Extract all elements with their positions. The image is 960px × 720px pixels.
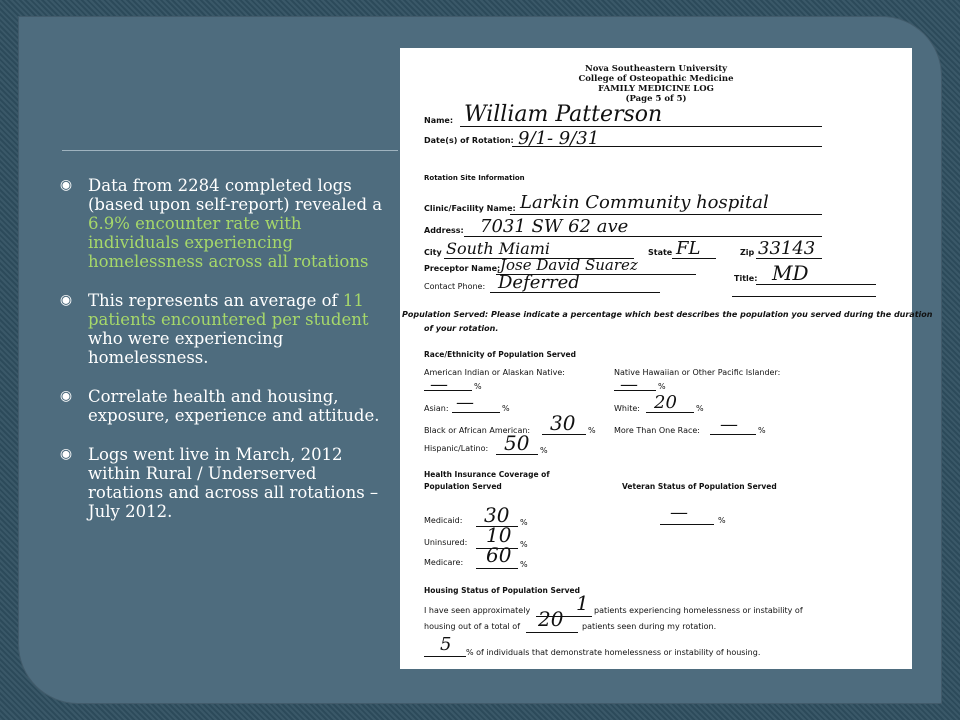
black-value: 30 [550,411,576,435]
name-value: William Patterson [464,102,663,127]
american-indian-value: — [430,374,448,395]
white-label: White: [614,404,640,413]
veteran-line [660,524,714,525]
uninsured-label: Uninsured: [424,538,468,547]
black-line [542,434,586,435]
state-value: FL [676,238,701,259]
circle-bullet-icon: ◉ [59,446,73,462]
american-indian-label: American Indian or Alaskan Native: [424,368,565,377]
log-header: Nova Southeastern University College of Osteopathic Medicine FAMILY MEDICINE LOG (Page 5 of 5) [578,64,734,104]
housing-total-line [526,632,578,633]
title-line-2 [732,296,876,297]
site-heading: Rotation Site Information [424,174,525,182]
housing-line-3: % of individuals that demonstrate homelessness or instability of housing. [466,648,761,657]
circle-bullet-icon: ◉ [59,177,73,193]
housing-pct-line [424,656,466,657]
circle-bullet-icon: ◉ [59,388,73,404]
housing-pct-value: 5 [440,634,452,655]
state-label: State [648,248,673,257]
dates-label: Date(s) of Rotation: [424,136,514,145]
bullet-item: ◉ This represents an average of 11 patients encountered per student who were experiencing homelessness. [59,291,369,367]
black-label: Black or African American: [424,426,531,435]
veteran-heading: Veteran Status of Population Served [622,482,777,491]
insurance-heading-1: Health Insurance Coverage of [424,470,550,479]
bullet-item: ◉ Data from 2284 completed logs (based upon self-report) revealed a 6.9% encounter rate with individuals experiencing homelessness across all rotations [59,176,383,271]
hispanic-label: Hispanic/Latino: [424,444,489,453]
zip-label: Zip [740,248,755,257]
housing-line-1a: I have seen approximately [424,606,531,615]
housing-line-2a: housing out of a total of [424,622,521,631]
uninsured-value: 10 [486,523,512,547]
address-value: 7031 SW 62 ave [480,216,629,237]
multi-race-value: — [720,414,738,435]
zip-value: 33143 [758,238,816,259]
circle-bullet-icon: ◉ [59,292,73,308]
housing-total-value: 20 [538,607,564,631]
population-note-2: of your rotation. [424,324,499,333]
white-line [646,412,694,413]
bullet-list [58,176,388,541]
asian-label: Asian: [424,404,449,413]
native-hawaiian-value: — [620,374,638,395]
preceptor-value: Jose David Suarez [500,256,638,274]
bullet-item: ◉ Logs went live in March, 2012 within Rural / Underserved rotations and across all rotations – July 2012. [59,445,379,521]
medicare-line [476,568,518,569]
veteran-value: — [670,502,688,523]
medicaid-value: 30 [484,503,510,527]
housing-line-1b: patients experiencing homelessness or instability of [594,606,803,615]
dates-value: 9/1- 9/31 [518,128,600,149]
medicare-label: Medicare: [424,558,464,567]
phone-value: Deferred [498,272,580,293]
family-medicine-log-scan: Nova Southeastern University College of Osteopathic Medicine FAMILY MEDICINE LOG (Page 5 of 5) Name: William Patterson Date(s) of Rotation: 9/1- 9/31 Rotation Site Information Clinic/Facility Name: Larkin Community hospital Address: 7031 SW 62 ave City South Miami State FL Zip 33143 Preceptor Name: Jose David Suarez Title: MD Contact Phone: Deferred Population Served: Please indicate a percentage which best describes the population you served during the duration of your rotation. Race/Ethnicity of Population Served American Indian or Alaskan Native: — % Native Hawaiian or Other Pacific Islander: — % Asian: — % White: 20 % Black or African American: 30 % More Than One Race: — % Hispanic/Latino: 50 % Health Insurance Coverage of Population Served Veteran Status of Population Served Medicaid: 30 % — % Uninsured: 10 % Medicare: 60 % Housing Status of Population Served I have seen approximately 1 patients experiencing homelessness or instability of housing out of a total of 20 patients seen during my rotation. 5 % of individuals that demonstrate homelessness or instability of housing. [400,48,912,669]
population-note-1: Population Served: Please indicate a percentage which best describes the population you served during the duration [402,310,933,319]
clinic-label: Clinic/Facility Name: [424,204,516,213]
city-value: South Miami [446,239,551,258]
city-label: City [424,248,442,257]
bullet-item: ◉ Correlate health and housing, exposure, experience and attitude. [59,387,380,425]
housing-heading: Housing Status of Population Served [424,586,580,595]
title-label: Title: [734,274,758,283]
race-heading: Race/Ethnicity of Population Served [424,350,576,359]
address-label: Address: [424,226,464,235]
native-hawaiian-line [614,390,656,391]
asian-line [452,412,500,413]
hispanic-line [496,454,538,455]
phone-label: Contact Phone: [424,282,486,291]
white-value: 20 [654,392,677,413]
multi-race-label: More Than One Race: [614,426,700,435]
divider-line [62,150,398,151]
asian-value: — [456,392,474,413]
multi-race-line [710,434,756,435]
title-value: MD [772,261,809,285]
clinic-value: Larkin Community hospital [520,192,769,213]
american-indian-line [424,390,472,391]
preceptor-label: Preceptor Name: [424,264,501,273]
housing-line-2b: patients seen during my rotation. [582,622,717,631]
insurance-heading-2: Population Served [424,482,502,491]
medicare-value: 60 [486,543,512,567]
clinic-line [510,214,822,215]
native-hawaiian-label: Native Hawaiian or Other Pacific Islander: [614,368,781,377]
hispanic-value: 50 [504,431,530,455]
medicaid-label: Medicaid: [424,516,463,525]
housing-count-value: 1 [576,591,589,615]
name-label: Name: [424,116,454,125]
